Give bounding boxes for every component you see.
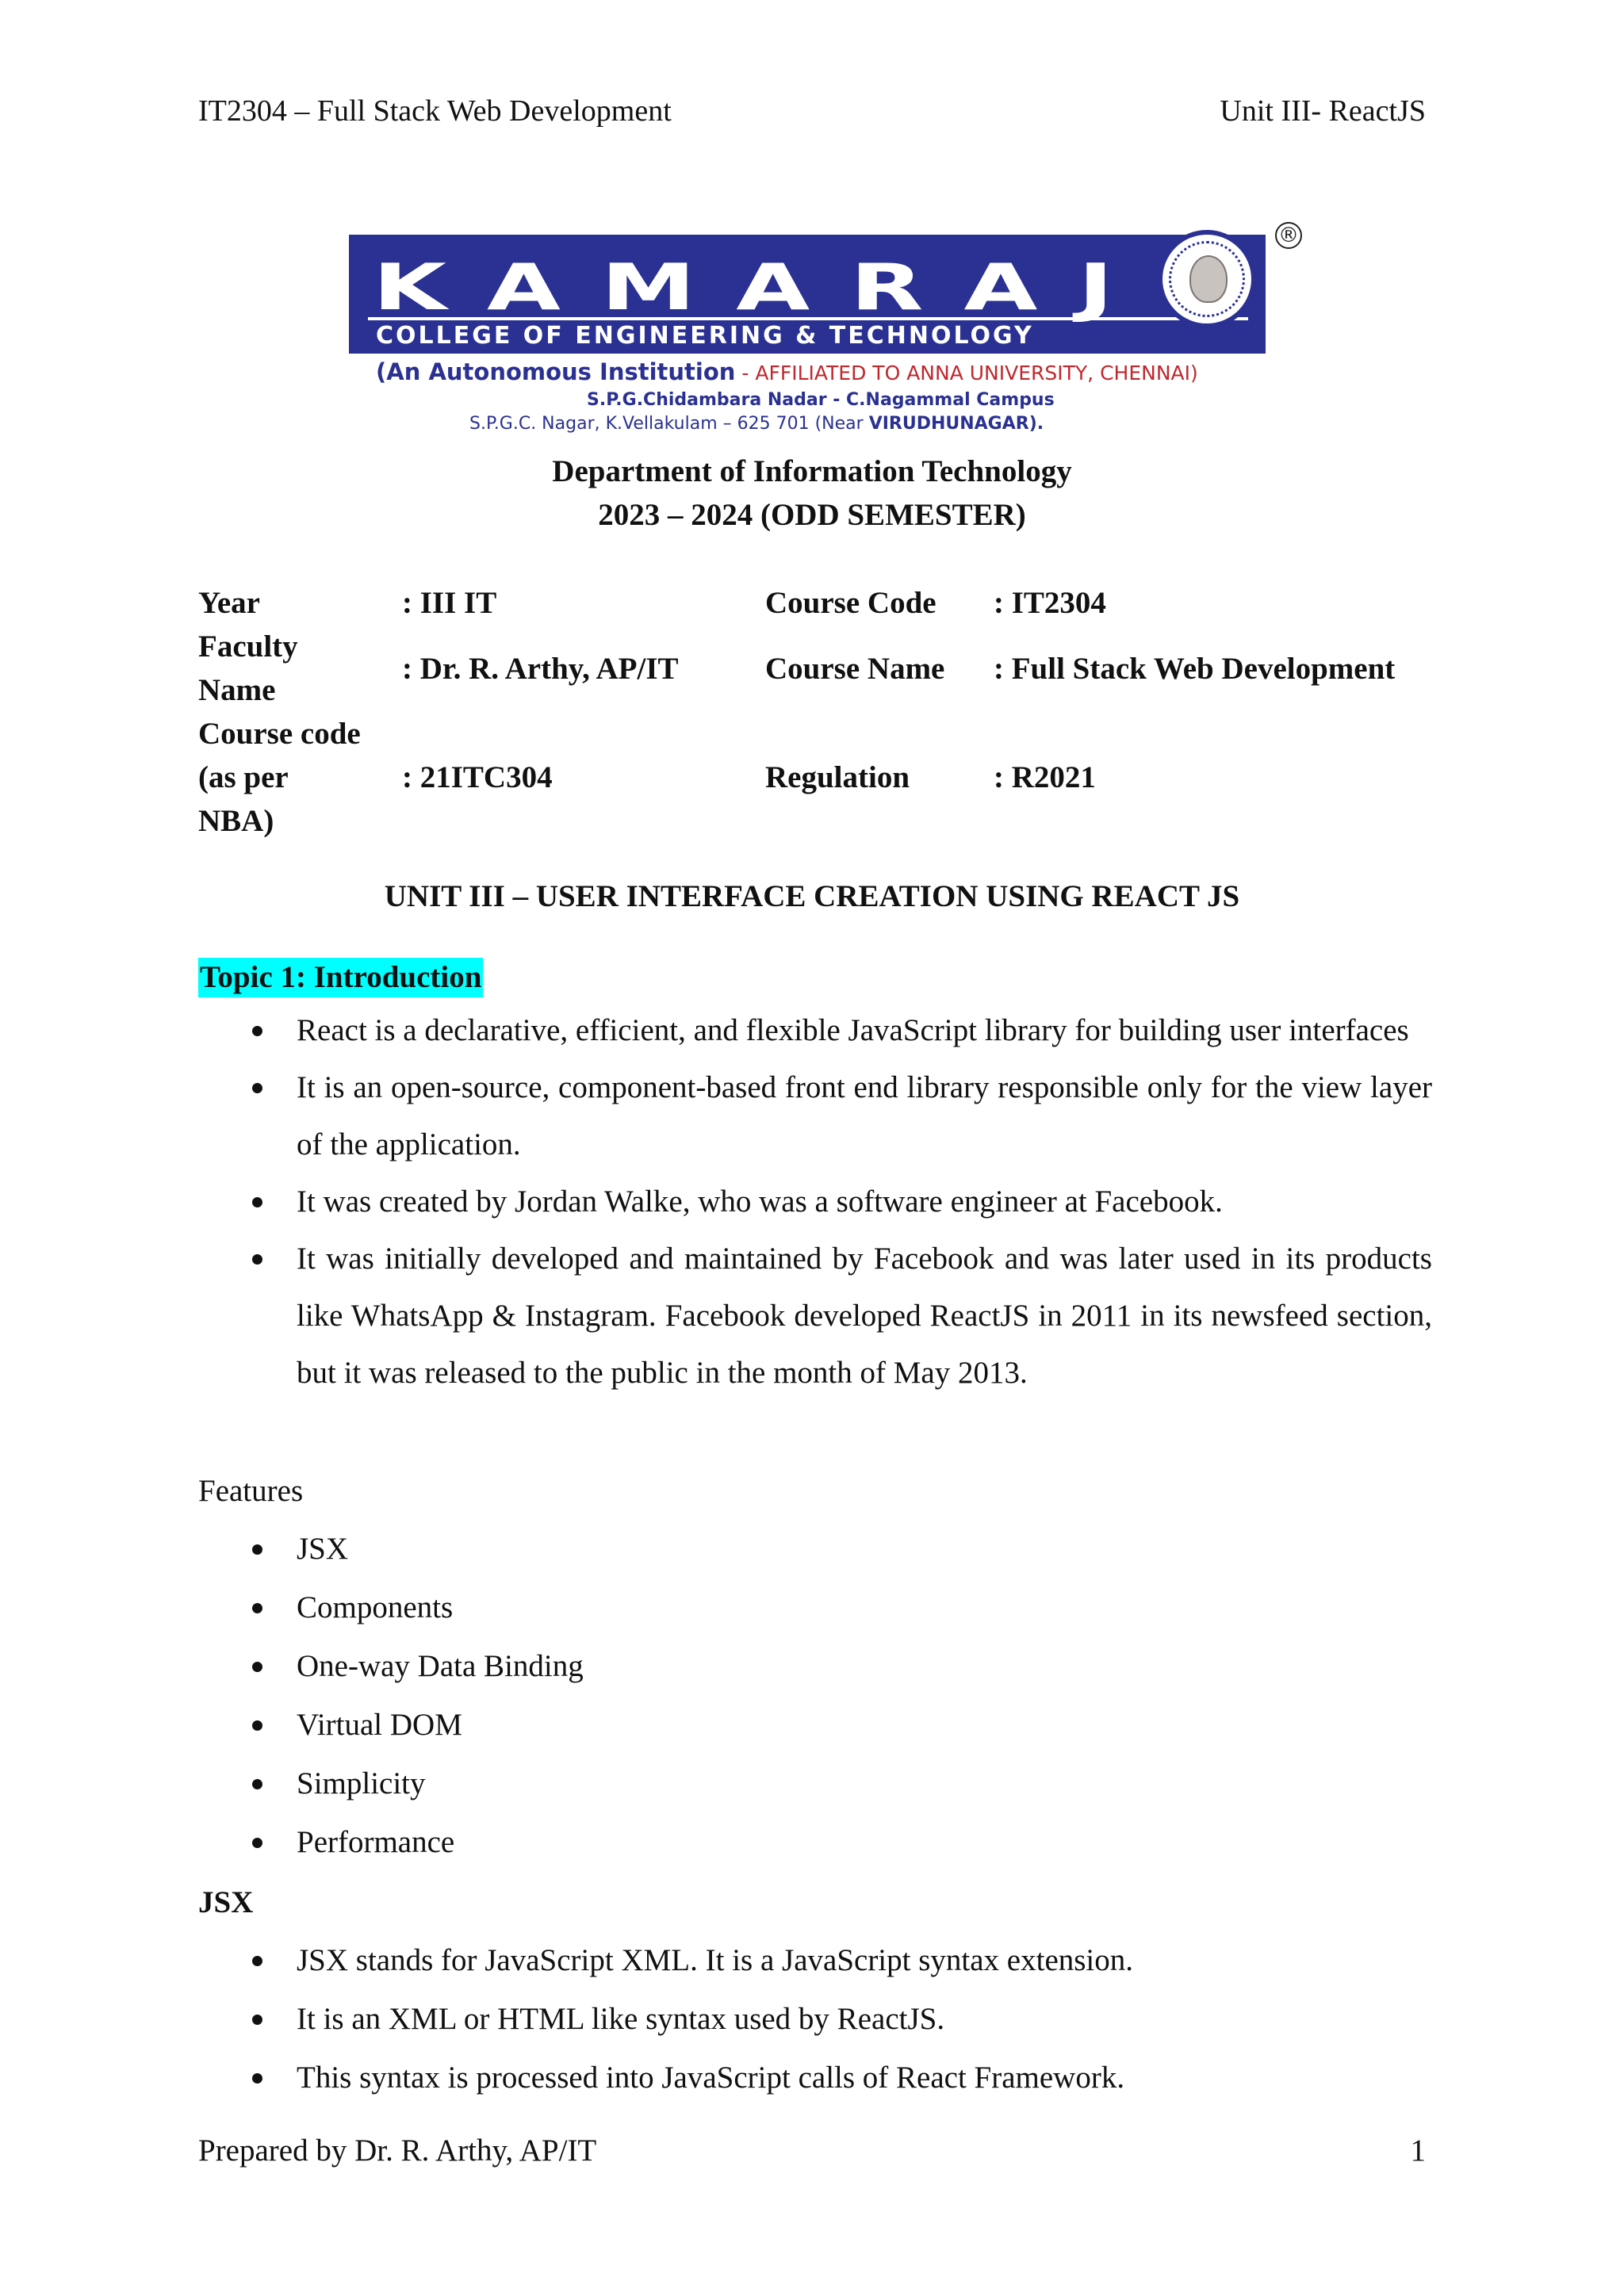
year-label: Year [198, 586, 260, 620]
bullet-icon [252, 1720, 262, 1731]
list-item-text: It is an XML or HTML like syntax used by ReactJS. [297, 2002, 945, 2036]
logo-address-city: VIRUDHUNAGAR). [868, 414, 1044, 434]
bullet-icon [252, 1603, 262, 1613]
feature-text: Performance [297, 1825, 455, 1859]
feature-text: Components [297, 1590, 454, 1624]
page-number: 1 [1410, 2133, 1426, 2168]
list-item [297, 1059, 1432, 1173]
list-item [297, 1002, 1432, 1059]
feature-text: One-way Data Binding [297, 1649, 584, 1683]
list-item [297, 1173, 1432, 1230]
logo-address [469, 414, 1044, 434]
list-item [297, 1755, 1432, 1812]
bullet-icon [252, 1779, 262, 1789]
info-row-faculty [198, 625, 1435, 712]
list-item [297, 1991, 1432, 2048]
bullet-icon [252, 1254, 262, 1265]
list-item-text: This syntax is processed into JavaScript calls of React Framework. [297, 2061, 1125, 2095]
course-code-value: : IT2304 [994, 586, 1106, 620]
feature-text: Simplicity [297, 1766, 426, 1800]
logo-address-start: S.P.G.C. Nagar, K.Vellakulam – 625 701 (Near [469, 414, 869, 434]
bullet-icon [252, 1838, 262, 1848]
list-item-text: React is a declarative, efficient, and flexible JavaScript library for building user interfaces [297, 1013, 1409, 1047]
list-item-text: It was created by Jordan Walke, who was a software engineer at Facebook. [297, 1184, 1223, 1219]
course-info-table [198, 581, 1435, 843]
logo-affiliated: - AFFILIATED TO ANNA UNIVERSITY, CHENNAI) [735, 362, 1198, 385]
jsx-list [297, 1932, 1432, 2108]
list-item [297, 2049, 1432, 2107]
header-unit: Unit III- ReactJS [1220, 94, 1426, 128]
bullet-icon [252, 1662, 262, 1672]
intro-list [297, 1002, 1432, 1402]
logo-subtitle: COLLEGE OF ENGINEERING & TECHNOLOGY [376, 322, 1034, 350]
features-heading: Features [198, 1474, 304, 1508]
emblem-portrait [1189, 255, 1228, 303]
list-item [297, 1814, 1432, 1871]
jsx-heading: JSX [198, 1885, 254, 1919]
logo-banner [349, 235, 1266, 354]
features-list [297, 1521, 1432, 1873]
college-logo [349, 222, 1300, 434]
semester-title: 2023 – 2024 (ODD SEMESTER) [598, 498, 1026, 532]
regulation-label: Regulation [765, 760, 910, 794]
department-title: Department of Information Technology [552, 454, 1072, 488]
list-item-text: JSX stands for JavaScript XML. It is a JavaScript syntax extension. [297, 1943, 1134, 1977]
logo-affiliation [376, 358, 1198, 385]
list-item [297, 1579, 1432, 1636]
bullet-icon [252, 1083, 262, 1093]
nba-label-line2: (as per [198, 760, 289, 794]
info-row-nba [198, 712, 1435, 843]
faculty-label [198, 625, 402, 712]
year-value: : III IT [402, 586, 497, 620]
list-item [297, 1638, 1432, 1695]
bullet-icon [252, 1026, 262, 1036]
logo-subtitle-band [368, 317, 1248, 355]
registered-mark: ® [1275, 222, 1302, 249]
list-item [297, 1932, 1432, 1989]
faculty-value: : Dr. R. Arthy, AP/IT [402, 651, 679, 686]
feature-text: JSX [297, 1532, 349, 1566]
feature-text: Virtual DOM [297, 1708, 462, 1742]
list-item [297, 1697, 1432, 1754]
course-name-label: Course Name [765, 651, 945, 686]
logo-autonomous: (An Autonomous Institution [376, 358, 736, 385]
nba-label-line1: Course code [198, 717, 361, 751]
list-item-text: It is an open-source, component-based front end library responsible only for the view layer of the application. [297, 1070, 1432, 1161]
college-emblem-icon [1158, 230, 1256, 328]
unit-title: UNIT III – USER INTERFACE CREATION USING REACT JS [384, 879, 1240, 913]
logo-campus: S.P.G.Chidambara Nadar - C.Nagammal Campus [587, 390, 1055, 410]
nba-code-value: : 21ITC304 [402, 760, 553, 794]
bullet-icon [252, 1956, 262, 1966]
faculty-label-line1: Faculty [198, 629, 298, 664]
regulation-value: : R2021 [994, 760, 1096, 794]
footer-author: Prepared by Dr. R. Arthy, AP/IT [198, 2133, 597, 2168]
list-item-text: It was initially developed and maintained by Facebook and was later used in its products like WhatsApp & Instagram. Facebook developed ReactJS in 2011 in its newsfeed section, but it was released to the public in the month of May 2013. [297, 1242, 1432, 1390]
bullet-icon [252, 1197, 262, 1207]
course-code-label: Course Code [765, 586, 936, 620]
list-item [297, 1521, 1432, 1578]
bullet-icon [252, 1544, 262, 1555]
faculty-label-line2: Name [198, 673, 276, 707]
bullet-icon [252, 2015, 262, 2025]
logo-wordmark: KAMARAJ [373, 251, 1155, 324]
list-item [297, 1230, 1432, 1402]
course-name-value: : Full Stack Web Development [994, 651, 1396, 686]
nba-code-label [198, 712, 402, 843]
header-course: IT2304 – Full Stack Web Development [198, 94, 672, 128]
info-row-year [198, 581, 1435, 625]
page-header [198, 94, 1426, 141]
bullet-icon [252, 2073, 262, 2084]
topic-heading: Topic 1: Introduction [198, 958, 483, 997]
nba-label-line3: NBA) [198, 804, 274, 838]
